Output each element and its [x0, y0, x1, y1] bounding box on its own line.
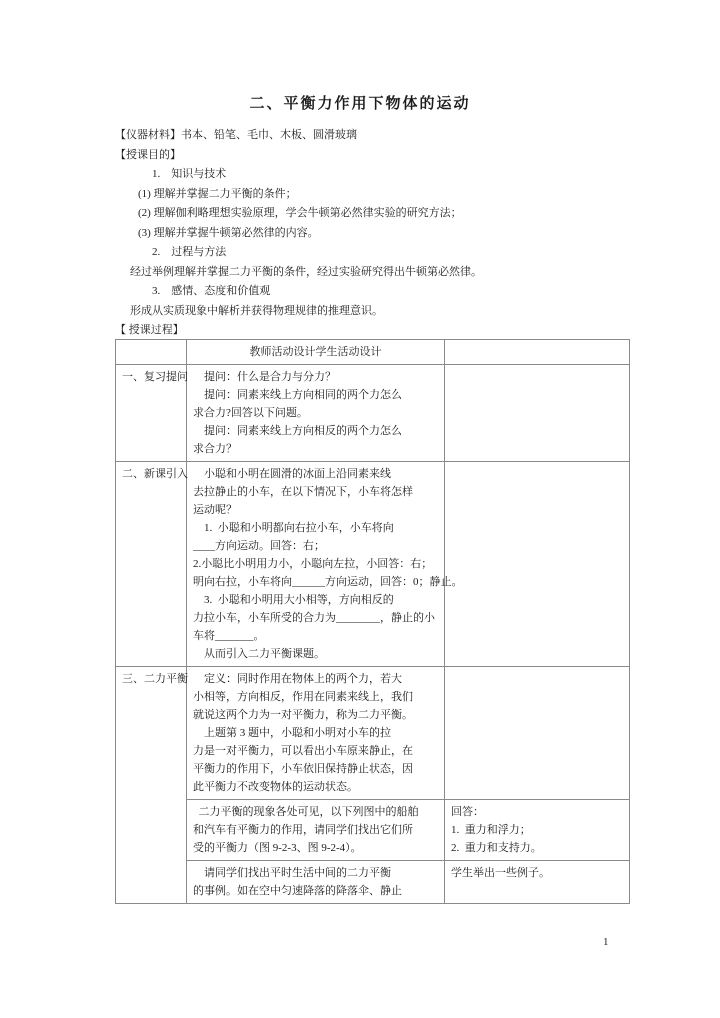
intro-line: 3. 感情、态度和价值观	[152, 285, 271, 297]
intro-line-process-heading: 【 授课过程】	[115, 324, 184, 336]
table-cell-line: 求合力?回答以下问题。	[193, 407, 308, 419]
table-cell-line: 的事例。如在空中匀速降落的降落伞、静止	[193, 885, 402, 897]
table-cell-line: 提问：同素来线上方向相同的两个力怎么	[193, 389, 402, 401]
table-cell-line: 车将_______。	[193, 630, 265, 642]
table-cell-line: 2.小聪比小明用力小，小聪向左拉，小回答：右；	[193, 558, 433, 570]
stage-label-new-lesson: 二、新课引入	[116, 462, 187, 667]
intro-line: 1. 知识与技术	[152, 168, 227, 180]
table-cell-line: 1. 小聪和小明都向右拉小车，小车将向	[193, 522, 394, 534]
table-cell-line: 力拉小车，小车所受的合力为________，静止的小	[193, 612, 435, 624]
intro-line-objectives-heading: 【授课目的】	[115, 148, 181, 161]
table-row-two-force-balance-2	[116, 800, 630, 861]
header-stage-cell	[116, 340, 187, 365]
table-cell-line: 力是一对平衡力，可以看出小车原来静止，在	[193, 745, 413, 757]
intro-block	[115, 126, 620, 341]
teacher-activity-cell	[187, 800, 445, 861]
table-cell-line: 1. 重力和浮力；	[451, 824, 531, 836]
student-activity-cell	[445, 861, 630, 904]
table-row-new-lesson	[116, 462, 630, 667]
table-cell-line: 上题第 3 题中，小聪和小明对小车的拉	[193, 727, 391, 739]
intro-line: (2) 理解伽利略理想实验原理，学会牛顿第必然律实验的研究方法；	[138, 207, 462, 219]
table-cell-line: 运动呢？	[193, 504, 237, 516]
teacher-activity-cell	[187, 667, 445, 800]
document-title: 二、平衡力作用下物体的运动	[249, 96, 471, 112]
table-cell-line: 就说这两个力为一对平衡力，称为二力平衡。	[193, 709, 413, 721]
table-row-two-force-balance-3	[116, 861, 630, 904]
table-cell-line: 定义：同时作用在物体上的两个力，若大	[193, 673, 402, 685]
table-cell-line: 明向右拉，小车将向______方向运动，回答：0；静止。	[193, 576, 463, 588]
table-cell-line: 请同学们找出平时生活中间的二力平衡	[193, 867, 391, 879]
teacher-activity-cell	[187, 861, 445, 904]
student-activity-cell	[445, 365, 630, 462]
teacher-activity-cell	[187, 365, 445, 462]
stage-label-two-force-balance: 三、二力平衡	[116, 667, 187, 904]
table-cell-line: 学生举出一些例子。	[451, 867, 550, 879]
table-header-label: 教师活动设计学生活动设计	[187, 340, 445, 365]
teacher-activity-cell	[187, 462, 463, 667]
page-number: 1	[603, 936, 609, 948]
table-cell-line: 去拉静止的小车，在以下情况下，小车将怎样	[193, 486, 413, 498]
intro-line: 形成从实质现象中解析并获得物理规律的推理意识。	[130, 304, 383, 317]
intro-line: (1) 理解并掌握二力平衡的条件；	[138, 187, 297, 200]
table-cell-line: 提问：什么是合力与分力？	[193, 371, 336, 383]
table-cell-line: 回答：	[451, 806, 484, 818]
lesson-plan-table	[115, 339, 630, 904]
table-cell-line: 小聪和小明在圆滑的冰面上沿同素来线	[193, 468, 391, 480]
table-cell-line: 2. 重力和支持力。	[451, 842, 542, 854]
intro-line: 经过举例理解并掌握二力平衡的条件，经过实验研究得出牛顿第必然律。	[130, 265, 482, 278]
table-cell-line: 从而引入二力平衡课题。	[193, 648, 325, 660]
table-row-review	[116, 365, 630, 462]
student-activity-cell	[445, 800, 630, 861]
intro-line: 2. 过程与方法	[152, 246, 227, 258]
table-cell-line: 平衡力的作用下，小车依旧保持静止状态，因	[193, 763, 413, 775]
header-student-cell	[445, 340, 630, 365]
stage-label-review: 一、复习提问	[116, 365, 187, 462]
table-cell-line: ____方向运动。回答：右；	[193, 540, 325, 552]
table-cell-line: 3. 小聪和小明用大小相等，方向相反的	[193, 594, 394, 606]
table-cell-line: 求合力？	[193, 443, 237, 455]
table-cell-line: 小相等，方向相反，作用在同素来线上，我们	[193, 691, 413, 703]
table-cell-line: 受的平衡力（图 9-2-3、图 9-2-4）。	[193, 842, 362, 854]
intro-line-materials: 【仪器材料】书本、铅笔、毛巾、木板、圆滑玻璃	[115, 129, 357, 141]
student-activity-cell	[445, 667, 630, 800]
table-cell-line: 二力平衡的现象各处可见，以下列图中的船舶	[193, 806, 419, 818]
table-row-two-force-balance-1	[116, 667, 630, 800]
intro-line: (3) 理解并掌握牛顿第必然律的内容。	[138, 226, 319, 239]
table-cell-line: 此平衡力不改变物体的运动状态。	[193, 781, 358, 793]
table-cell-line: 和汽车有平衡力的作用，请同学们找出它们所	[193, 824, 413, 836]
student-activity-cell	[445, 462, 630, 667]
table-header-row	[116, 340, 630, 365]
table-cell-line: 提问：同素来线上方向相反的两个力怎么	[193, 425, 402, 437]
